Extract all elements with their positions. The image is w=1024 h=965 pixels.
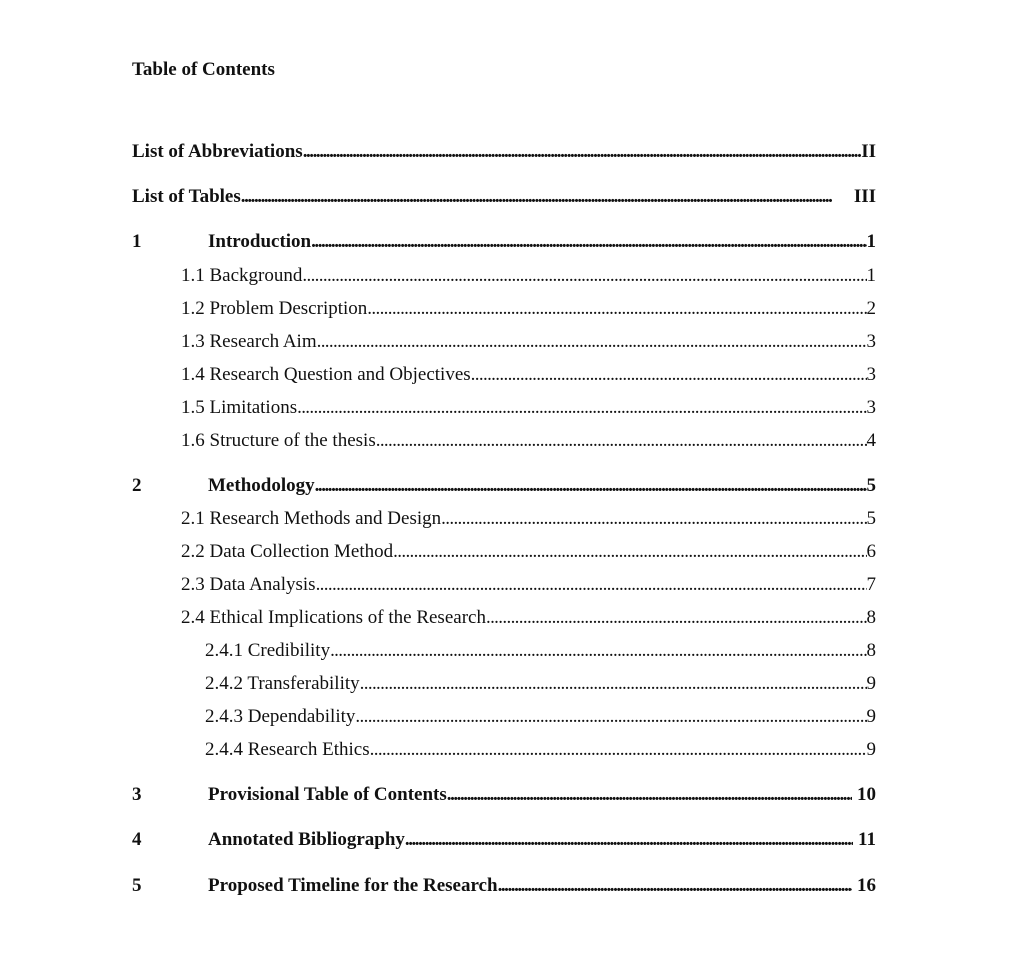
toc-entry-label: 1.2 Problem Description [181,298,368,319]
toc-entry-number: 2 [132,475,142,496]
toc-entry-page: III [853,186,876,207]
toc-entry-label: 1.3 Research Aim [181,331,317,352]
toc-entry-label: 2.4.1 Credibility [205,640,331,661]
toc-entry-page: 1 [866,231,876,252]
toc-entry-page: 3 [866,331,876,352]
toc-entry-1-2[interactable] [181,297,876,321]
toc-entry-label: Introduction [208,231,312,252]
dot-leader [302,264,866,288]
toc-entry-page: 10 [857,784,876,805]
toc-entry-page: 9 [866,739,876,760]
toc-entry-label: 2.1 Research Methods and Design [181,508,442,529]
toc-entry-page: 9 [866,673,876,694]
toc-entry-page: 6 [866,541,876,562]
dot-leader [360,672,867,696]
toc-entry-number: 4 [132,829,142,850]
toc-entry-label: 2.4.3 Dependability [205,706,356,727]
dot-leader [471,363,867,387]
toc-entry-1-5[interactable] [181,396,876,420]
toc-entry-page: 8 [866,640,876,661]
toc-entry-label: 2.4.4 Research Ethics [205,739,370,760]
toc-entry-1-1[interactable] [181,264,876,288]
dot-leader [330,639,866,663]
toc-entry-page: 9 [866,706,876,727]
toc-entry-label: List of Abbreviations [132,141,303,162]
toc-entry-1-4[interactable] [181,363,876,387]
dot-leader [355,705,866,729]
dot-leader [370,738,867,762]
dot-leader [486,606,867,630]
toc-entry-label: 1.5 Limitations [181,397,298,418]
toc-entry-chapter-3[interactable] [132,783,876,807]
toc-entry-page: 2 [866,298,876,319]
toc-entry-number: 3 [132,784,142,805]
toc-entry-number: 5 [132,875,142,896]
toc-entry-label: 2.3 Data Analysis [181,574,316,595]
dot-leader [405,828,853,852]
toc-entry-label: Proposed Timeline for the Research [208,875,498,896]
toc-entry-label: Annotated Bibliography [208,829,405,850]
toc-entry-number: 1 [132,231,142,252]
toc-entry-2-2[interactable] [181,540,876,564]
toc-entry-1-6[interactable] [181,429,876,453]
toc-entry-label: 2.4.2 Transferability [205,673,360,694]
dot-leader [241,185,849,209]
toc-entry-2-3[interactable] [181,573,876,597]
toc-entry-page: II [861,141,876,162]
toc-entry-page: 5 [866,475,876,496]
dot-leader [393,540,866,564]
dot-leader [447,783,852,807]
toc-entry-1-3[interactable] [181,330,876,354]
dot-leader [441,507,866,531]
toc-entry-2-4-4[interactable] [205,738,876,762]
dot-leader [303,140,862,164]
dot-leader [498,874,852,898]
toc-entry-label: 2.2 Data Collection Method [181,541,394,562]
toc-entry-page: 4 [866,430,876,451]
toc-entry-chapter-5[interactable] [132,874,876,898]
toc-entry-2-4-3[interactable] [205,705,876,729]
toc-entry-page: 11 [858,829,876,850]
toc-entry-page: 3 [866,364,876,385]
toc-entry-chapter-4[interactable] [132,828,876,852]
toc-entry-2-4-1[interactable] [205,639,876,663]
toc-entry-list-of-abbreviations[interactable] [132,140,876,164]
dot-leader [311,230,866,254]
toc-entry-2-4-2[interactable] [205,672,876,696]
toc-entry-label: List of Tables [132,186,241,207]
dot-leader [297,396,866,420]
toc-entry-page: 5 [866,508,876,529]
page-title: Table of Contents [132,59,275,80]
toc-entry-label: Provisional Table of Contents [208,784,447,805]
dot-leader [317,330,867,354]
toc-entry-label: 2.4 Ethical Implications of the Research [181,607,486,628]
dot-leader [316,573,867,597]
toc-entry-page: 16 [857,875,876,896]
toc-entry-page: 7 [866,574,876,595]
toc-entry-label: Methodology [208,475,315,496]
dot-leader [315,474,867,498]
toc-entry-2-1[interactable] [181,507,876,531]
toc-entry-2-4[interactable] [181,606,876,630]
toc-entry-chapter-1[interactable] [132,230,876,254]
toc-entry-page: 3 [866,397,876,418]
dot-leader [376,429,867,453]
toc-entry-label: 1.6 Structure of the thesis [181,430,376,451]
toc-entry-list-of-tables[interactable] [132,185,876,209]
toc-entry-label: 1.4 Research Question and Objectives [181,364,471,385]
toc-entry-page: 8 [866,607,876,628]
toc-entry-page: 1 [866,265,876,286]
dot-leader [367,297,866,321]
toc-entry-label: 1.1 Background [181,265,303,286]
toc-entry-chapter-2[interactable] [132,474,876,498]
